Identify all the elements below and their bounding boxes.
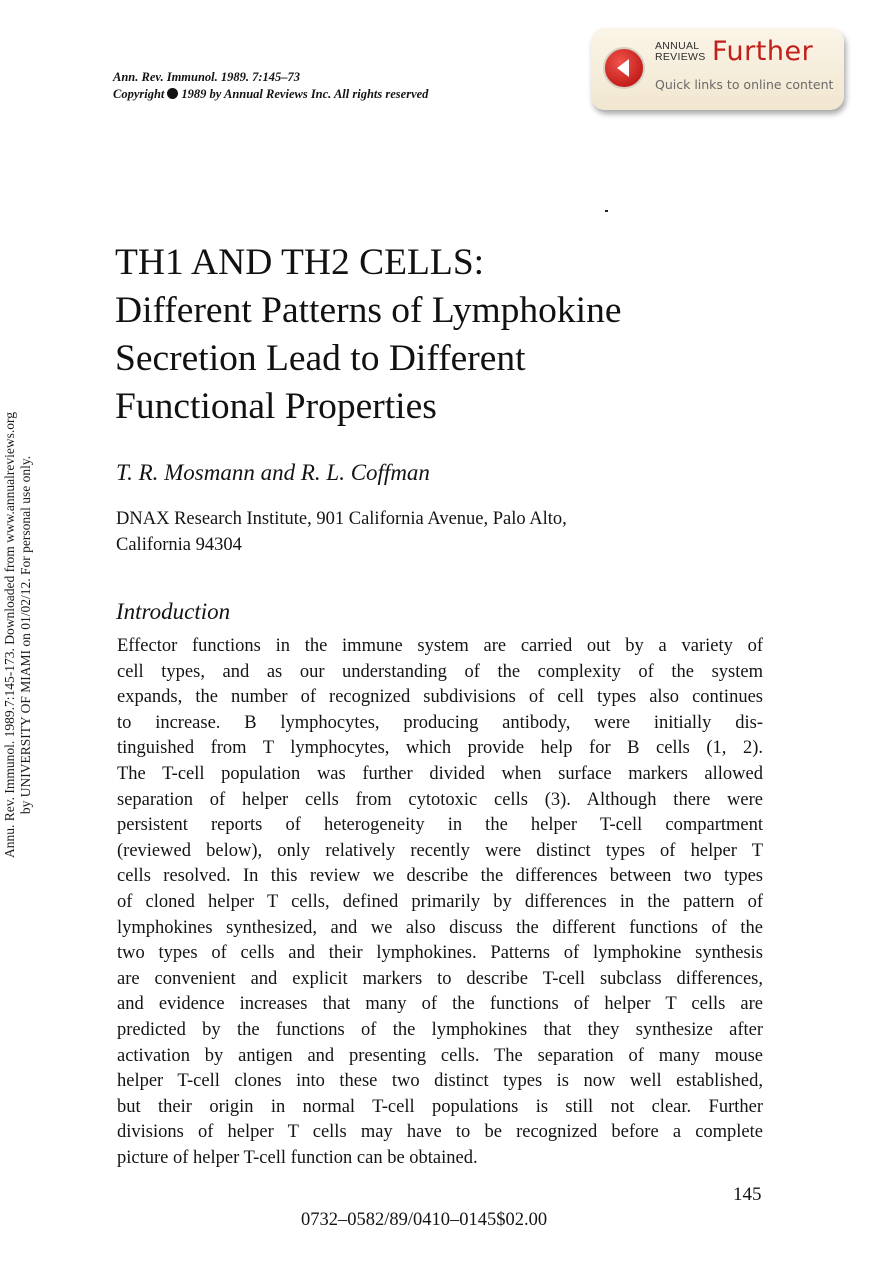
stray-mark xyxy=(605,210,608,212)
text-line: two types of cells and their lymphokines. Patterns of lymphokine synthesis xyxy=(117,943,763,964)
author-list: T. R. Mosmann and R. L. Coffman xyxy=(116,460,430,485)
annual-reviews-logo xyxy=(655,41,706,63)
copyright-symbol-icon xyxy=(167,88,178,99)
title-line: Different Patterns of Lymphokine xyxy=(115,290,622,331)
badge-tagline: Quick links to online content xyxy=(655,77,834,92)
text-line: persistent reports of heterogeneity in the helper T-cell compartment xyxy=(117,815,763,836)
journal-header xyxy=(113,69,533,103)
text-line: of cloned helper T cells, defined primarily by differences in the pattern of xyxy=(117,891,763,912)
text-line: and evidence increases that many of the functions of helper T cells are xyxy=(117,994,763,1015)
title-line: Secretion Lead to Different xyxy=(115,338,526,379)
article-title xyxy=(115,239,765,431)
title-line: TH1 AND TH2 CELLS: xyxy=(115,242,485,283)
text-line: separation of helper cells from cytotoxic cells (3). Although there were xyxy=(117,789,763,810)
text-line: activation by antigen and presenting cells. The separation of many mouse xyxy=(117,1045,763,1066)
copyright-line xyxy=(113,86,533,103)
back-arrow-icon xyxy=(603,47,645,89)
text-line: cells resolved. In this review we describe the differences between two types xyxy=(117,866,763,887)
copyright-label: Copyright xyxy=(113,87,165,101)
affiliation-line: California 94304 xyxy=(116,535,242,555)
further-badge-link[interactable] xyxy=(591,28,844,110)
text-line: Effector functions in the immune system are carried out by a variety of xyxy=(117,636,763,656)
text-line: helper T-cell clones into these two distinct types is now well established, xyxy=(117,1071,763,1092)
text-line: to increase. B lymphocytes, producing antibody, were initially dis- xyxy=(117,712,763,733)
price-code: 0732–0582/89/0410–0145$02.00 xyxy=(301,1210,548,1230)
text-line: lymphokines synthesized, and we also discuss the different functions of the xyxy=(117,917,763,938)
badge-annual-text: ANNUAL xyxy=(655,40,700,52)
side-note-line: Annu. Rev. Immunol. 1989.7:145-173. Downloaded from www.annualreviews.org xyxy=(2,411,17,859)
section-heading-introduction: Introduction xyxy=(116,599,231,624)
page-number: 145 xyxy=(733,1184,762,1205)
text-line: picture of helper T-cell function can be obtained. xyxy=(117,1147,478,1168)
text-line: but their origin in normal T-cell populations is still not clear. Further xyxy=(117,1096,763,1117)
journal-citation: Ann. Rev. Immunol. 1989. 7:145–73 xyxy=(113,70,301,84)
download-watermark xyxy=(2,355,34,915)
text-line: divisions of helper T cells may have to be recognized before a complete xyxy=(117,1122,763,1143)
text-line: predicted by the functions of the lymphokines that they synthesize after xyxy=(117,1019,763,1040)
text-line: cell types, and as our understanding of the complexity of the system xyxy=(117,661,763,682)
affiliation xyxy=(116,506,716,558)
text-line: The T-cell population was further divided when surface markers allowed xyxy=(117,763,763,784)
text-line: are convenient and explicit markers to describe T-cell subclass differences, xyxy=(117,968,763,989)
text-line: expands, the number of recognized subdivisions of cell types also continues xyxy=(117,687,763,708)
title-line: Functional Properties xyxy=(115,386,437,427)
affiliation-line: DNAX Research Institute, 901 California Avenue, Palo Alto, xyxy=(116,509,567,529)
side-note-line: by UNIVERSITY OF MIAMI on 01/02/12. For personal use only. xyxy=(18,455,33,815)
text-line: tinguished from T lymphocytes, which provide help for B cells (1, 2). xyxy=(117,738,763,759)
badge-reviews-text: REVIEWS xyxy=(655,51,706,63)
badge-further-text: Further xyxy=(712,36,814,67)
text-line: (reviewed below), only relatively recently were distinct types of helper T xyxy=(117,840,763,861)
copyright-text: 1989 by Annual Reviews Inc. All rights reserved xyxy=(181,87,429,101)
introduction-paragraph xyxy=(117,634,763,1171)
